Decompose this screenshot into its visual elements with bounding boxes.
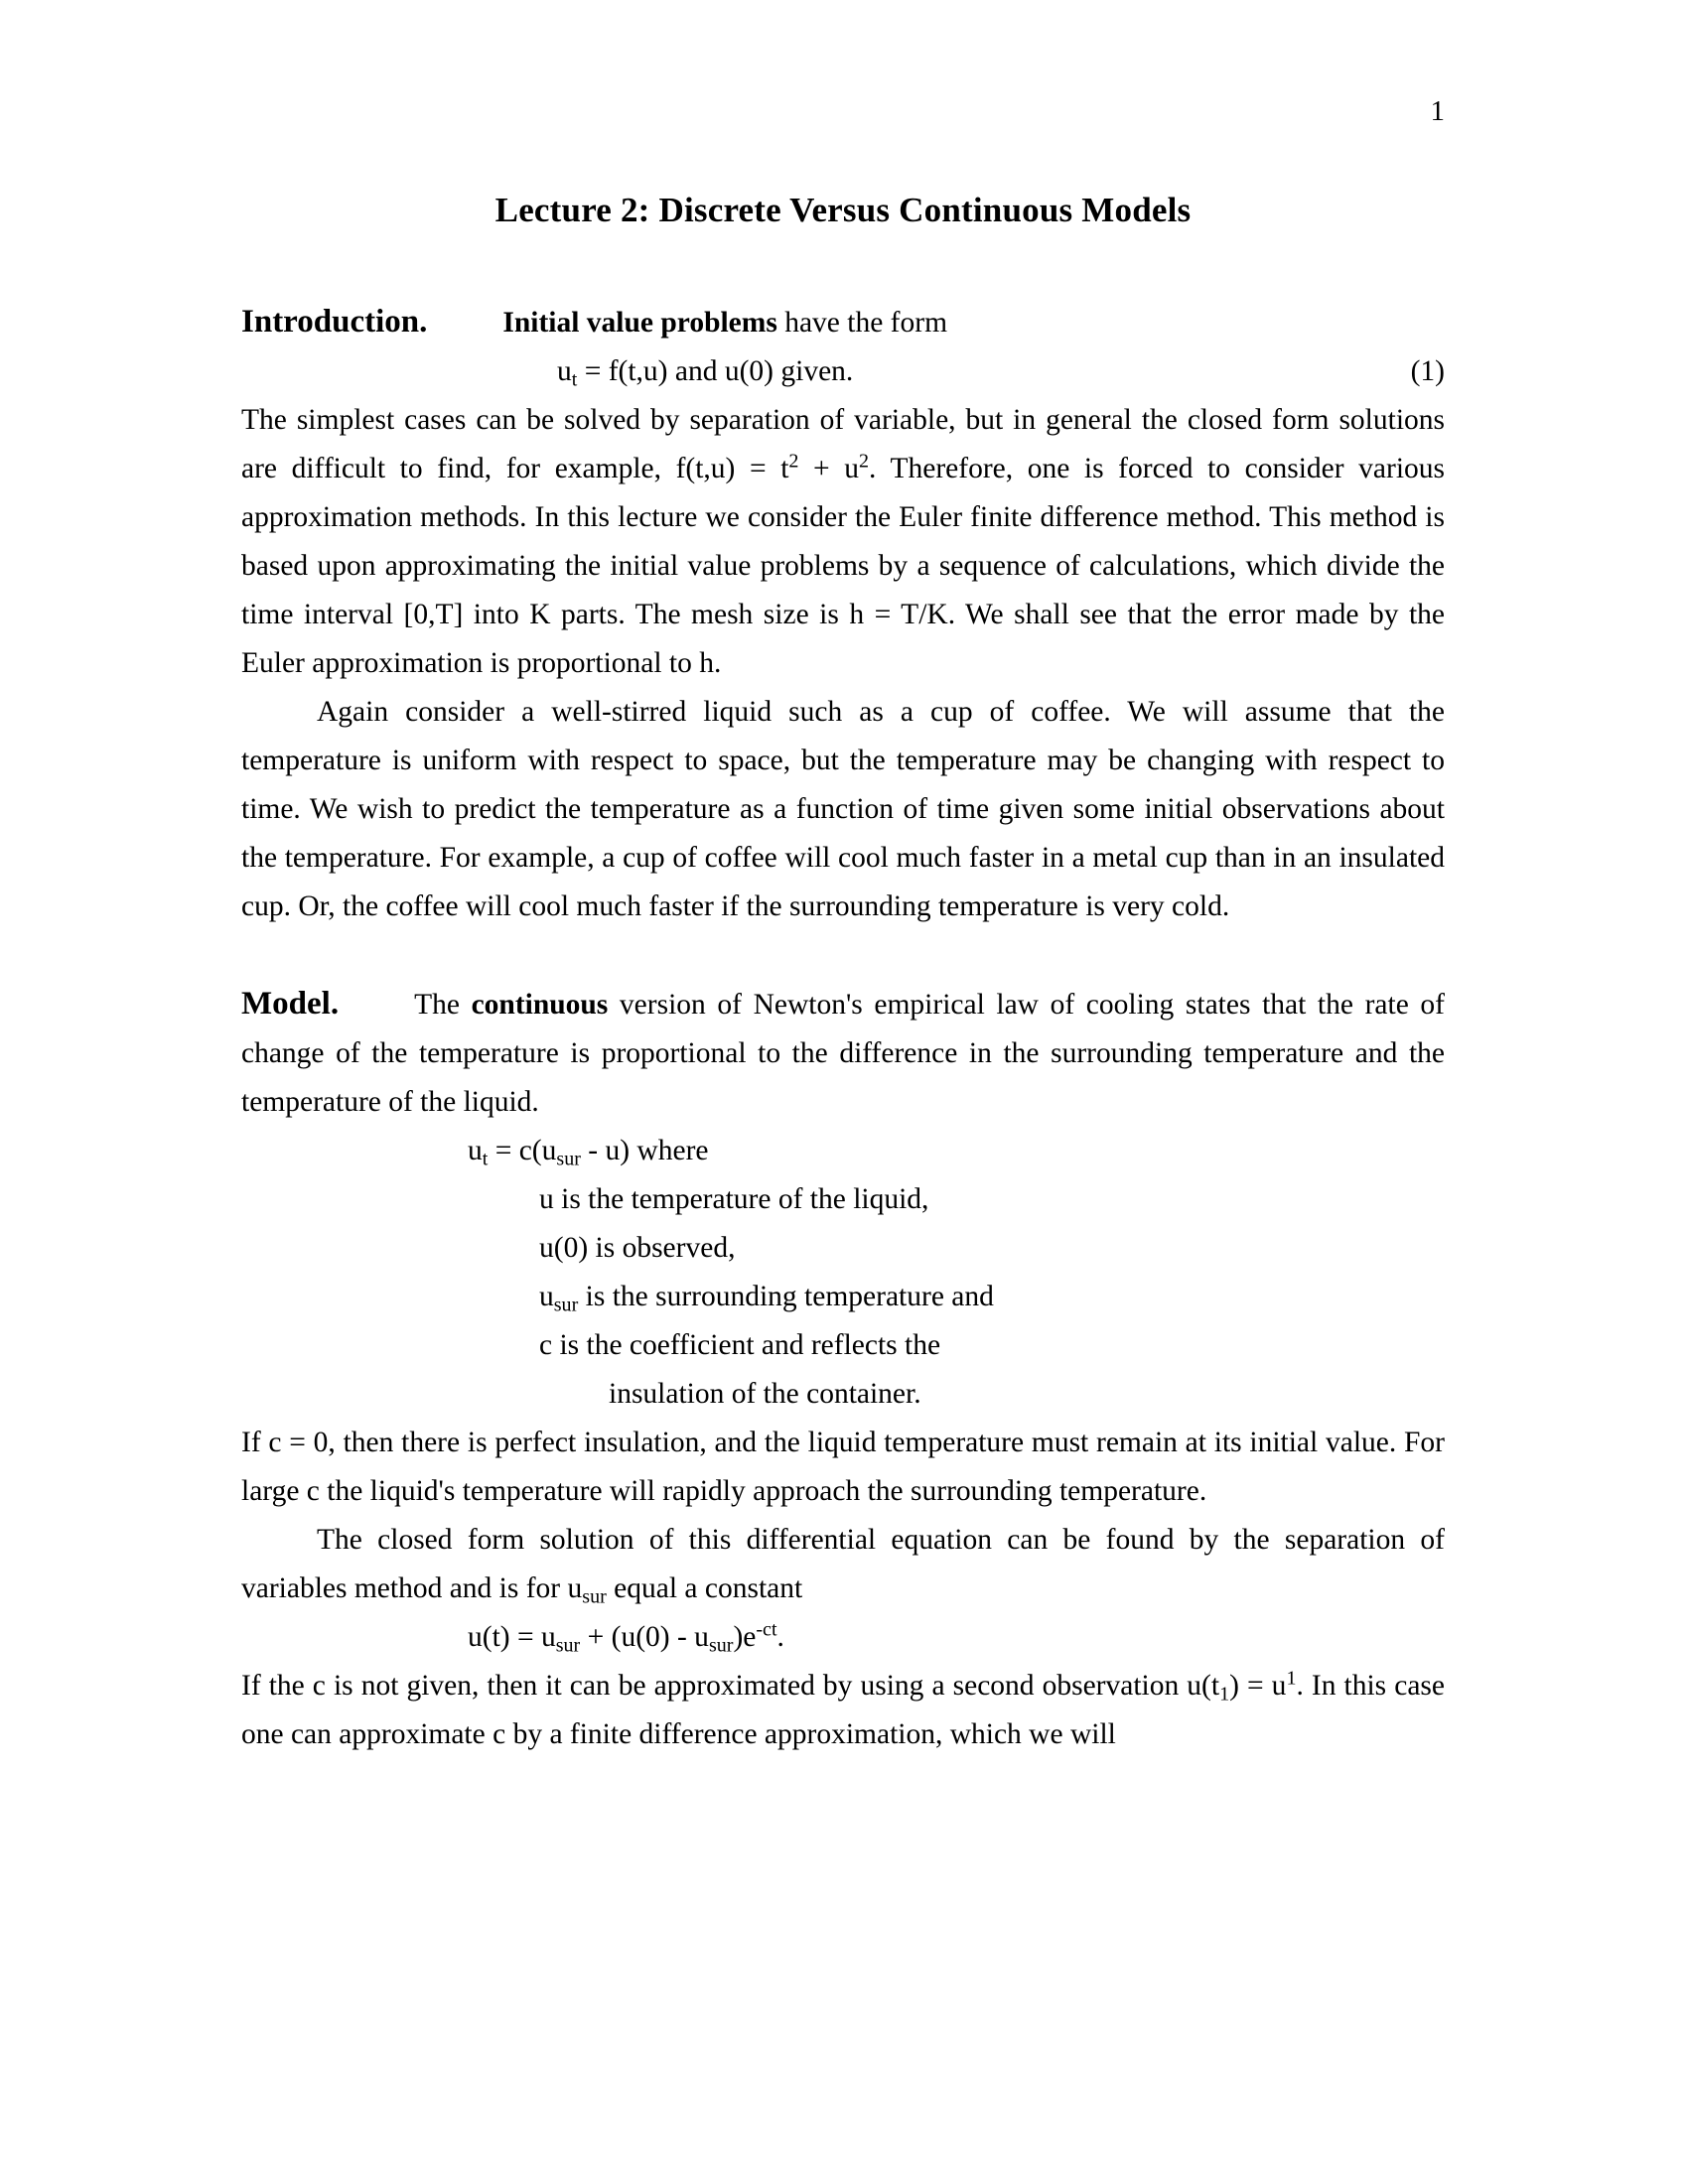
final-part-b: ) = u: [1229, 1670, 1287, 1702]
definition-line-c: [241, 1321, 1445, 1370]
solution-part-a: u(t) = u: [468, 1621, 556, 1653]
equation-1-number: (1): [1410, 355, 1445, 387]
solution-sub-a: sur: [555, 1634, 581, 1657]
section-gap: [241, 931, 1445, 980]
final-t-subscript: 1: [1219, 1683, 1230, 1706]
closed-form-sur-subscript: sur: [582, 1585, 607, 1608]
final-part-c: . In this case one can approximate c by a finite difference approximation, which we will: [241, 1670, 1445, 1750]
page-title: Lecture 2: Discrete Versus Continuous Models: [494, 191, 1192, 229]
initial-value-problems-bold: Initial value problems: [502, 307, 777, 339]
equation-1-body: = f(t,u) and u(0) given.: [577, 355, 854, 387]
equation-1-line: [241, 347, 1445, 396]
solution-part-b: + (u(0) - u: [580, 1621, 709, 1653]
solution-part-d: .: [776, 1621, 784, 1653]
model-eq-u: u: [468, 1135, 483, 1166]
closed-form-part-a: The closed form solution of this differential equation can be found by the separation of variables method and is for u: [241, 1524, 1445, 1604]
intro-p1-superscript-t2: 2: [788, 450, 799, 473]
intro-p1-part-c: . Therefore, one is forced to consider various approximation methods. In this lecture we consider the Euler finite difference method. This method is based upon approximating the initial value problems by a sequence of calculations, which divide the time interval [0,T] into K parts. The mesh size is h = T/K. We shall see that the error made by the Euler approximation is proportional to h.: [241, 453, 1446, 679]
model-heading: Model.: [241, 986, 340, 1022]
solution-exponent: -ct: [756, 1618, 777, 1641]
model-lead-paragraph: [241, 980, 1445, 1127]
model-paragraph-insulation: [241, 1419, 1445, 1516]
model-eq-u-subscript: t: [482, 1148, 489, 1170]
final-part-a: If the c is not given, then it can be approximated by using a second observation u(t: [241, 1670, 1220, 1702]
equation-1-lhs: u: [557, 355, 572, 387]
definition-c-text: c is the coefficient and reflects the: [539, 1329, 941, 1361]
page-number: 1: [1430, 95, 1445, 127]
model-insulation-text: If c = 0, then there is perfect insulation, and the liquid temperature must remain at its initial value. For large c the liquid's temperature will rapidly approach the surrounding temperature.: [241, 1427, 1445, 1507]
intro-p2-text: Again consider a well-stirred liquid such as a cup of coffee. We will assume that the temperature is uniform with respect to space, but the temperature may be changing with respect to time. We wish to predict the temperature as a function of time given some initial observations about the temperature. For example, a cup of coffee will cool much faster in a metal cup than in an insulated cup. Or, the coffee will cool much faster if the surrounding temperature is very cold.: [241, 696, 1445, 922]
solution-part-c: )e: [733, 1621, 757, 1653]
model-eq-mid: = c(u: [488, 1135, 557, 1166]
definition-usur-prefix: u: [539, 1281, 554, 1312]
definition-insulation-text: insulation of the container.: [609, 1378, 921, 1410]
solution-equation-line: [241, 1613, 1445, 1662]
document-body: [241, 298, 1445, 1759]
model-lead-a: The: [414, 989, 472, 1021]
solution-sub-b: sur: [708, 1634, 734, 1657]
definition-line-insulation: [241, 1370, 1445, 1419]
equation-1-lhs-subscript: t: [571, 368, 578, 391]
model-equation-line: [241, 1127, 1445, 1175]
model-paragraph-final: [241, 1662, 1445, 1759]
introduction-lead-rest: have the form: [776, 307, 948, 339]
definition-u-text: u is the temperature of the liquid,: [539, 1183, 929, 1215]
definition-line-u0: [241, 1224, 1445, 1273]
definition-usur-text: is the surrounding temperature and: [578, 1281, 994, 1312]
definition-usur-subscript: sur: [553, 1294, 579, 1316]
introduction-heading: Introduction.: [241, 304, 428, 340]
model-eq-sur-subscript: sur: [556, 1148, 581, 1170]
intro-p1-part-a: The simplest cases can be solved by separation of variable, but in general the closed form solutions are difficult to find, for example, f(t,u) = t: [241, 404, 1445, 484]
introduction-paragraph-1: [241, 396, 1445, 688]
definition-u0-text: u(0) is observed,: [539, 1232, 736, 1264]
model-lead-b: version of Newton's empirical law of cooling states that the rate of change of the temperature is proportional to the difference in the surrounding temperature and the temperature of the liquid.: [241, 989, 1445, 1118]
introduction-lead-paragraph: [241, 298, 1445, 347]
intro-p1-superscript-u2: 2: [859, 450, 870, 473]
model-eq-tail: - u) where: [580, 1135, 709, 1166]
introduction-paragraph-2: [241, 688, 1445, 931]
model-paragraph-closed-form: [241, 1516, 1445, 1613]
closed-form-part-b: equal a constant: [606, 1572, 803, 1604]
intro-p1-part-b: + u: [798, 453, 860, 484]
final-u-superscript: 1: [1286, 1667, 1297, 1690]
definition-line-u: [241, 1175, 1445, 1224]
definition-line-usur: [241, 1273, 1445, 1321]
continuous-bold: continuous: [471, 989, 609, 1021]
